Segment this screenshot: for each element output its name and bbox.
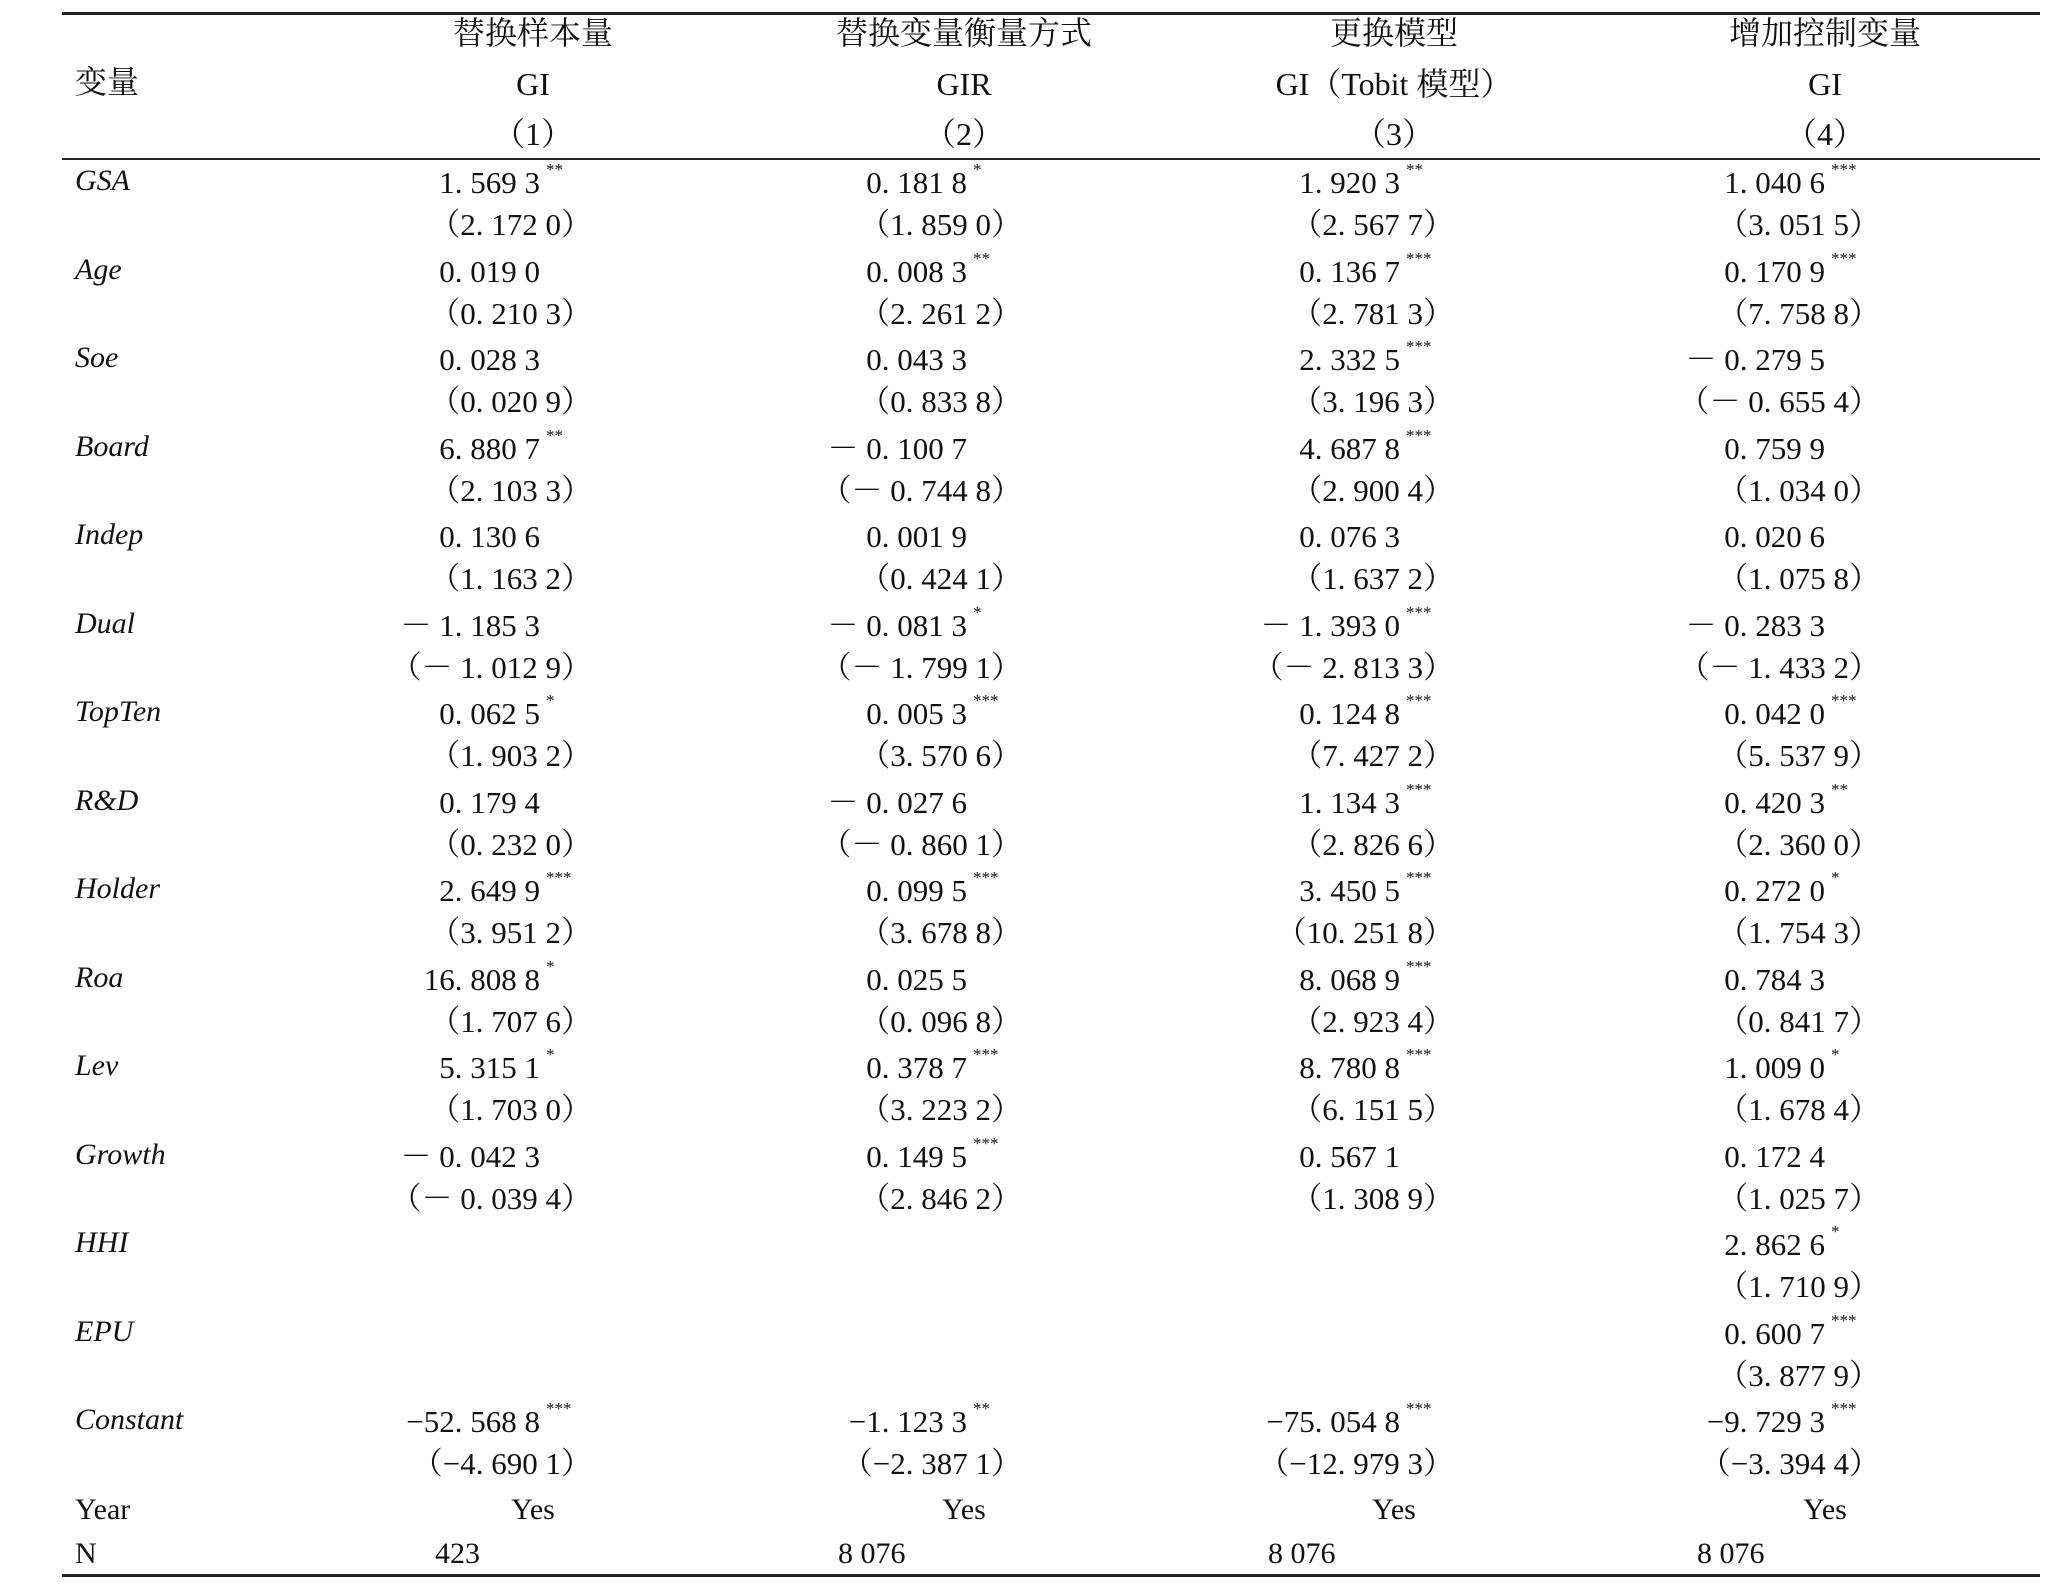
significance-stars: ** — [546, 426, 563, 445]
coefficient-cell — [423, 957, 578, 997]
coefficient-cell — [1299, 780, 1438, 820]
year-fixed-effect-col-1: Yes — [511, 1493, 555, 1526]
t-statistic: （6. 151 5） — [1291, 1092, 1454, 1127]
coefficient-value: － 0. 100 7 — [827, 431, 967, 466]
coefficient-cell — [1724, 521, 1863, 552]
coefficient-value: 6. 880 7 — [439, 431, 540, 466]
t-statistic: （−4. 690 1） — [411, 1446, 592, 1481]
t-statistic: （0. 232 0） — [429, 827, 592, 862]
significance-stars: *** — [1406, 1399, 1432, 1418]
significance-stars: * — [1831, 1045, 1840, 1064]
coefficient-cell — [866, 249, 1005, 289]
column-4-dependent-variable: GI — [1808, 66, 1842, 102]
year-fixed-effect-col-2: Yes — [942, 1493, 986, 1526]
bottom-rule — [62, 1574, 2040, 1577]
t-statistic: （1. 025 7） — [1717, 1181, 1880, 1216]
coefficient-cell — [828, 433, 1006, 464]
n-row-label: N — [75, 1537, 97, 1570]
coefficient-value: 1. 920 3 — [1299, 165, 1400, 200]
coefficient-value: － 0. 279 5 — [1685, 342, 1825, 377]
t-statistic: （1. 903 2） — [429, 738, 592, 773]
t-statistic: （7. 427 2） — [1291, 738, 1454, 773]
coefficient-cell — [439, 256, 578, 287]
t-statistic: （2. 900 4） — [1291, 473, 1454, 508]
significance-stars: *** — [973, 691, 999, 710]
t-statistic: （−2. 387 1） — [841, 1446, 1022, 1481]
significance-stars: *** — [1406, 957, 1432, 976]
sample-size-col-3: 8 076 — [1268, 1537, 1336, 1570]
coefficient-cell — [866, 344, 1005, 375]
column-3-dependent-variable: GI（Tobit 模型） — [1275, 66, 1513, 102]
t-statistic: （0. 424 1） — [859, 561, 1022, 596]
significance-stars: *** — [546, 1399, 572, 1418]
variable-label: Board — [75, 430, 149, 463]
coefficient-value: 4. 687 8 — [1299, 431, 1400, 466]
coefficient-cell — [439, 787, 578, 818]
t-statistic: （0. 210 3） — [429, 296, 592, 331]
coefficient-cell — [1724, 249, 1863, 289]
coefficient-value: 0. 062 5 — [439, 696, 540, 731]
significance-stars: *** — [1406, 1045, 1432, 1064]
coefficient-cell — [439, 160, 578, 200]
coefficient-cell — [1724, 780, 1863, 820]
coefficient-value: 0. 076 3 — [1299, 519, 1400, 554]
t-statistic: （2. 846 2） — [859, 1181, 1022, 1216]
coefficient-value: － 1. 185 3 — [400, 608, 540, 643]
variable-label: Soe — [75, 341, 119, 374]
t-statistic: （2. 261 2） — [859, 296, 1022, 331]
coefficient-cell — [848, 1399, 1005, 1439]
column-2-title: 替换变量衡量方式 — [835, 15, 1093, 51]
column-4-number: （4） — [1784, 116, 1866, 152]
t-statistic: （3. 877 9） — [1717, 1358, 1880, 1393]
significance-stars: *** — [1831, 1311, 1857, 1330]
variable-label: Growth — [75, 1138, 166, 1171]
significance-stars: *** — [1406, 337, 1432, 356]
significance-stars: *** — [546, 868, 572, 887]
variable-label: HHI — [75, 1226, 129, 1259]
column-1-dependent-variable: GI — [516, 66, 550, 102]
t-statistic: （3. 570 6） — [859, 738, 1022, 773]
coefficient-value: 16. 808 8 — [423, 962, 540, 997]
coefficient-value: 0. 181 8 — [866, 165, 967, 200]
variable-label: GSA — [75, 164, 130, 197]
sample-size-col-1: 423 — [435, 1537, 480, 1570]
coefficient-cell — [1724, 1141, 1863, 1172]
coefficient-value: 0. 099 5 — [866, 873, 967, 908]
significance-stars: ** — [973, 1399, 990, 1418]
t-statistic: （7. 758 8） — [1717, 296, 1880, 331]
variable-label: Roa — [75, 961, 124, 994]
sample-size-col-4: 8 076 — [1697, 1537, 1765, 1570]
t-statistic: （1. 637 2） — [1291, 561, 1454, 596]
t-statistic: （1. 703 0） — [429, 1092, 592, 1127]
coefficient-cell — [1299, 868, 1438, 908]
t-statistic: （3. 196 3） — [1291, 384, 1454, 419]
coefficient-value: 1. 009 0 — [1724, 1050, 1825, 1085]
significance-stars: *** — [1831, 1399, 1857, 1418]
t-statistic: （－ 1. 012 9） — [390, 650, 592, 685]
coefficient-value: 0. 019 0 — [439, 254, 540, 289]
significance-stars: *** — [973, 1134, 999, 1153]
significance-stars: *** — [1406, 780, 1432, 799]
significance-stars: ** — [546, 160, 563, 179]
coefficient-cell — [406, 1399, 578, 1439]
column-3-number: （3） — [1353, 116, 1435, 152]
significance-stars: * — [973, 160, 982, 179]
coefficient-value: 0. 378 7 — [866, 1050, 967, 1085]
t-statistic: （－ 0. 860 1） — [820, 827, 1022, 862]
coefficient-cell — [866, 1045, 1005, 1085]
column-2-dependent-variable: GIR — [936, 66, 992, 102]
coefficient-cell — [866, 868, 1005, 908]
t-statistic: （－ 0. 655 4） — [1678, 384, 1880, 419]
coefficient-cell — [1724, 964, 1863, 995]
significance-stars: * — [546, 691, 555, 710]
coefficient-value: −9. 729 3 — [1706, 1404, 1825, 1439]
coefficient-value: 0. 600 7 — [1724, 1316, 1825, 1351]
coefficient-value: 0. 124 8 — [1299, 696, 1400, 731]
coefficient-value: 2. 862 6 — [1724, 1227, 1825, 1262]
year-row-label: Year — [75, 1493, 131, 1526]
variable-label: TopTen — [75, 695, 162, 728]
significance-stars: ** — [1406, 160, 1423, 179]
t-statistic: （1. 308 9） — [1291, 1181, 1454, 1216]
t-statistic: （2. 360 0） — [1717, 827, 1880, 862]
coefficient-cell — [1724, 433, 1863, 464]
significance-stars: * — [546, 957, 555, 976]
significance-stars: * — [546, 1045, 555, 1064]
coefficient-value: −1. 123 3 — [848, 1404, 967, 1439]
coefficient-value: 0. 130 6 — [439, 519, 540, 554]
coefficient-value: 0. 170 9 — [1724, 254, 1825, 289]
coefficient-value: 0. 172 4 — [1724, 1139, 1825, 1174]
coefficient-cell — [1724, 160, 1863, 200]
coefficient-cell — [827, 603, 1006, 643]
t-statistic: （0. 096 8） — [859, 1004, 1022, 1039]
column-2-number: （2） — [923, 116, 1005, 152]
coefficient-cell — [439, 868, 578, 908]
coefficient-cell — [866, 1134, 1005, 1174]
coefficient-cell — [1299, 521, 1438, 552]
t-statistic: （0. 020 9） — [429, 384, 592, 419]
coefficient-cell — [866, 691, 1005, 731]
column-1-number: （1） — [492, 116, 574, 152]
column-1-title: 替换样本量 — [452, 15, 614, 51]
coefficient-cell — [1260, 603, 1439, 643]
t-statistic: （－ 0. 744 8） — [820, 473, 1022, 508]
variable-label: Holder — [75, 872, 160, 905]
significance-stars: *** — [1406, 691, 1432, 710]
coefficient-value: 3. 450 5 — [1299, 873, 1400, 908]
coefficient-cell — [439, 521, 578, 552]
coefficient-cell — [1706, 1399, 1863, 1439]
significance-stars: * — [973, 603, 982, 622]
coefficient-cell — [1724, 1222, 1863, 1262]
year-fixed-effect-col-4: Yes — [1803, 1493, 1847, 1526]
variable-label: Indep — [75, 518, 144, 551]
variable-column-header: 变量 — [75, 64, 140, 100]
coefficient-cell — [1299, 426, 1438, 466]
t-statistic: （1. 710 9） — [1717, 1269, 1880, 1304]
coefficient-value: 1. 040 6 — [1724, 165, 1825, 200]
coefficient-value: 2. 332 5 — [1299, 342, 1400, 377]
t-statistic: （1. 859 0） — [859, 207, 1022, 242]
t-statistic: （1. 678 4） — [1717, 1092, 1880, 1127]
coefficient-cell — [1686, 344, 1864, 375]
coefficient-cell — [1299, 957, 1438, 997]
variable-label: Constant — [75, 1403, 184, 1436]
significance-stars: *** — [1406, 603, 1432, 622]
significance-stars: *** — [1406, 249, 1432, 268]
variable-label: R&D — [75, 784, 139, 817]
t-statistic: （2. 172 0） — [429, 207, 592, 242]
variable-label: Dual — [75, 607, 135, 640]
significance-stars: *** — [1831, 691, 1857, 710]
t-statistic: （2. 923 4） — [1291, 1004, 1454, 1039]
coefficient-cell — [866, 160, 1005, 200]
coefficient-value: 8. 068 9 — [1299, 962, 1400, 997]
coefficient-cell — [1724, 868, 1863, 908]
coefficient-cell — [1299, 160, 1438, 200]
t-statistic: （2. 826 6） — [1291, 827, 1454, 862]
t-statistic: （0. 841 7） — [1717, 1004, 1880, 1039]
coefficient-cell — [1299, 1045, 1438, 1085]
coefficient-cell — [1299, 249, 1438, 289]
coefficient-value: 0. 043 3 — [866, 342, 967, 377]
t-statistic: （1. 075 8） — [1717, 561, 1880, 596]
variable-label: EPU — [75, 1315, 134, 1348]
coefficient-value: － 0. 081 3 — [827, 608, 967, 643]
coefficient-value: 0. 028 3 — [439, 342, 540, 377]
coefficient-cell — [1299, 337, 1438, 377]
coefficient-cell — [1724, 691, 1863, 731]
significance-stars: *** — [1406, 426, 1432, 445]
significance-stars: *** — [973, 868, 999, 887]
coefficient-cell — [439, 691, 578, 731]
t-statistic: （3. 051 5） — [1717, 207, 1880, 242]
t-statistic: （1. 163 2） — [429, 561, 592, 596]
coefficient-value: 0. 149 5 — [866, 1139, 967, 1174]
coefficient-value: － 0. 283 3 — [1685, 608, 1825, 643]
header-rule — [62, 158, 2040, 160]
coefficient-value: 8. 780 8 — [1299, 1050, 1400, 1085]
t-statistic: （－ 0. 039 4） — [390, 1181, 592, 1216]
year-fixed-effect-col-3: Yes — [1372, 1493, 1416, 1526]
coefficient-value: 0. 001 9 — [866, 519, 967, 554]
significance-stars: ** — [973, 249, 990, 268]
significance-stars: *** — [1406, 868, 1432, 887]
t-statistic: （1. 707 6） — [429, 1004, 592, 1039]
coefficient-cell — [1686, 610, 1864, 641]
coefficient-cell — [1266, 1399, 1438, 1439]
coefficient-cell — [439, 426, 578, 466]
t-statistic: （2. 567 7） — [1291, 207, 1454, 242]
coefficient-value: 0. 042 0 — [1724, 696, 1825, 731]
significance-stars: * — [1831, 1222, 1840, 1241]
variable-label: Lev — [75, 1049, 119, 1082]
significance-stars: *** — [1831, 249, 1857, 268]
significance-stars: * — [1831, 868, 1840, 887]
coefficient-value: −52. 568 8 — [406, 1404, 540, 1439]
coefficient-value: −75. 054 8 — [1266, 1404, 1400, 1439]
t-statistic: （－ 1. 799 1） — [820, 650, 1022, 685]
t-statistic: （3. 678 8） — [859, 915, 1022, 950]
coefficient-value: 5. 315 1 — [439, 1050, 540, 1085]
coefficient-value: 0. 179 4 — [439, 785, 540, 820]
t-statistic: （1. 754 3） — [1717, 915, 1880, 950]
coefficient-cell — [1299, 691, 1438, 731]
coefficient-cell — [1724, 1311, 1863, 1351]
t-statistic: （3. 223 2） — [859, 1092, 1022, 1127]
t-statistic: （0. 833 8） — [859, 384, 1022, 419]
coefficient-value: 0. 005 3 — [866, 696, 967, 731]
coefficient-value: 0. 759 9 — [1724, 431, 1825, 466]
column-4-title: 增加控制变量 — [1728, 15, 1922, 51]
coefficient-value: 0. 008 3 — [866, 254, 967, 289]
t-statistic: （－ 2. 813 3） — [1252, 650, 1454, 685]
t-statistic: （−12. 979 3） — [1258, 1446, 1454, 1481]
coefficient-value: 0. 567 1 — [1299, 1139, 1400, 1174]
coefficient-cell — [439, 344, 578, 375]
coefficient-cell — [828, 787, 1006, 818]
coefficient-cell — [401, 610, 579, 641]
coefficient-value: 1. 134 3 — [1299, 785, 1400, 820]
coefficient-value: 0. 420 3 — [1724, 785, 1825, 820]
coefficient-cell — [1724, 1045, 1863, 1085]
t-statistic: （10. 251 8） — [1275, 915, 1454, 950]
coefficient-cell — [401, 1141, 579, 1172]
t-statistic: （3. 951 2） — [429, 915, 592, 950]
t-statistic: （−3. 394 4） — [1699, 1446, 1880, 1481]
coefficient-value: 0. 025 5 — [866, 962, 967, 997]
significance-stars: *** — [973, 1045, 999, 1064]
t-statistic: （2. 103 3） — [429, 473, 592, 508]
t-statistic: （1. 034 0） — [1717, 473, 1880, 508]
coefficient-value: 0. 784 3 — [1724, 962, 1825, 997]
coefficient-cell — [1299, 1141, 1438, 1172]
coefficient-cell — [866, 521, 1005, 552]
coefficient-cell — [439, 1045, 578, 1085]
coefficient-value: 1. 569 3 — [439, 165, 540, 200]
column-3-title: 更换模型 — [1329, 15, 1459, 51]
t-statistic: （5. 537 9） — [1717, 738, 1880, 773]
coefficient-value: － 0. 027 6 — [827, 785, 967, 820]
coefficient-value: 2. 649 9 — [439, 873, 540, 908]
coefficient-value: 0. 272 0 — [1724, 873, 1825, 908]
coefficient-value: 0. 020 6 — [1724, 519, 1825, 554]
sample-size-col-2: 8 076 — [838, 1537, 906, 1570]
significance-stars: ** — [1831, 780, 1848, 799]
coefficient-value: － 0. 042 3 — [400, 1139, 540, 1174]
coefficient-value: － 1. 393 0 — [1260, 608, 1400, 643]
coefficient-value: 0. 136 7 — [1299, 254, 1400, 289]
t-statistic: （－ 1. 433 2） — [1678, 650, 1880, 685]
coefficient-cell — [866, 964, 1005, 995]
significance-stars: *** — [1831, 160, 1857, 179]
t-statistic: （2. 781 3） — [1291, 296, 1454, 331]
variable-label: Age — [75, 253, 122, 286]
